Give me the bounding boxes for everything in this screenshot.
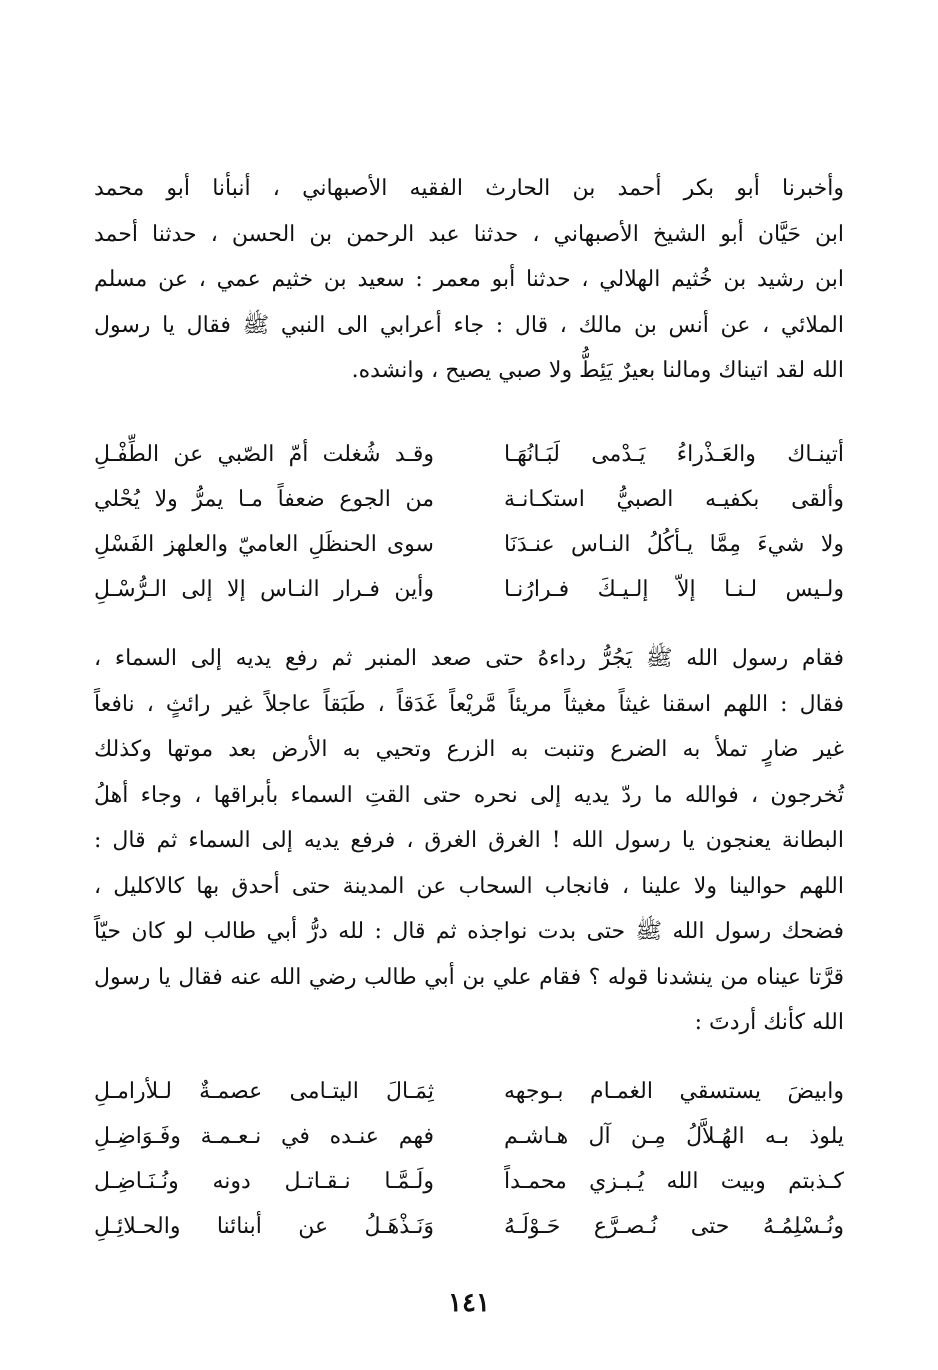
verse-first-hemistich: ونُـسْلِمُـهُ حتى نُـصـرَّع حَـوْلَـهُ [504,1214,844,1239]
poem-first [94,432,844,612]
paragraph-line: ابن رشيد بن خُثيم الهلالي ، حدثنا أبو معمر : سعيد بن خثيم عمي ، عن مسلم [94,267,844,292]
paragraph-line: اللهم حوالينا ولا علينا ، فانجاب السحاب عن المدينة حتى أحدق بها كالاكليل ، [94,873,844,899]
poem-verse [94,1204,844,1249]
poem-verse [94,1159,844,1204]
poem-second [94,1069,844,1249]
verse-first-hemistich: يلوذ بـه الهُـلاَّلُ مِـن آل هـاشـم [504,1124,844,1149]
verse-first-hemistich: ولا شيءَ مِمَّا يـأكُلُ النـاس عنـدَنَا [504,532,844,557]
verse-first-hemistich: وألقى بكفيـه الصبيُّ استكـانـة [504,487,844,512]
paragraph-line: البطانة يعنجون يا رسول الله ! الغرق الغرق ، فرفع يديه إلى السماء ثم قال : [94,828,844,853]
paragraph-line: الله كأنك أردتَ : [694,1010,844,1035]
paragraph-line: تُخرجون ، فوالله ما ردّ يديه إلى نحره حتى القتِ السماء بأبراقها ، وجاء أهلُ [94,782,845,808]
paragraph-line: فضحك رسول الله ﷺ حتى بدت نواجذه ثم قال : لله درُّ أبي طالب لو كان حيّاً [94,919,844,944]
paragraph-line: ابن حَيَّان أبو الشيخ الأصبهاني ، حدثنا عبد الرحمن بن الحسن ، حدثنا أحمد [94,221,844,247]
verse-second-hemistich: وَنَـذْهَـلُ عن أبنائنا والحـلائِـلِ [94,1214,434,1239]
verse-second-hemistich: ولَـمَّـا نـقـاتـل دونه ونُـنَـاضِـل [94,1169,434,1194]
page-number: ١٤١ [448,1288,490,1318]
paragraph-line: قرَّتا عيناه من ينشدنا قوله ؟ فقام علي بن أبي طالب رضي الله عنه فقال يا رسول [94,964,844,990]
verse-first-hemistich: أتينـاك والعَـذْراءُ يَـدْمى لَبَـانُهَـا [504,442,844,467]
verse-second-hemistich: ثِمَـالَ اليتـامى عصمـةٌ لـلأرامـلِ [94,1079,434,1104]
verse-second-hemistich: سوى الحنظَلِ العاميّ والعلهز الفَسْلِ [94,532,434,557]
verse-second-hemistich: من الجوع ضعفاً مـا يمرُّ ولا يُحْلي [94,487,434,512]
verse-first-hemistich: وابيضَ يستسقي الغمـام بـوجهه [504,1079,844,1104]
poem-verse [94,522,844,567]
paragraph-line: فقام رسول الله ﷺ يَجُرُّ رداءهُ حتى صعد المنبر ثم رفع يديه إلى السماء ، [94,646,844,671]
poem-verse [94,567,844,612]
poem-verse [94,1069,844,1114]
poem-verse [94,477,844,522]
paragraph-line: وأخبرنا أبو بكر أحمد بن الحارث الفقيه الأصبهاني ، أنبأنا أبو محمد [94,176,844,201]
poem-verse [94,432,844,477]
paragraph-hadith-chain [94,166,844,394]
verse-second-hemistich: فهم عنـده في نـعـمـة وفَـوَاضِـلِ [94,1124,434,1149]
paragraph-line: غير ضارٍ تملأ به الضرع وتنبت به الزرع وتحيي به الأرض بعد موتها وكذلك [94,737,844,762]
paragraph-line: الله لقد اتيناك ومالنا بعيرٌ يَئِطُّ ولا صبي يصيح ، وانشده. [351,358,844,383]
paragraph-rain-prayer [94,636,844,1046]
verse-second-hemistich: وقـد شُغلت أمّ الصّبي عن الطِّفْـلِ [94,442,434,467]
verse-first-hemistich: كـذبتم وبيت الله يُـبـزي محمـداً [504,1169,844,1194]
poem-verse [94,1114,844,1159]
verse-second-hemistich: وأين فـرار النـاس إلا إلى الـرُّسْـلِ [94,577,434,602]
verse-first-hemistich: ولـيس لـنـا إلاّ إلـيـكَ فـرارُنـا [504,577,844,602]
paragraph-line: فقال : اللهم اسقنا غيثاً مغيثاً مريئاً مَّريْعاً غَدَقاً ، طَبَقاً عاجلاً غير رائثٍ ، نافعاً [94,691,844,717]
paragraph-line: الملائي ، عن أنس بن مالك ، قال : جاء أعرابي الى النبي ﷺ فقال يا رسول [94,312,844,338]
